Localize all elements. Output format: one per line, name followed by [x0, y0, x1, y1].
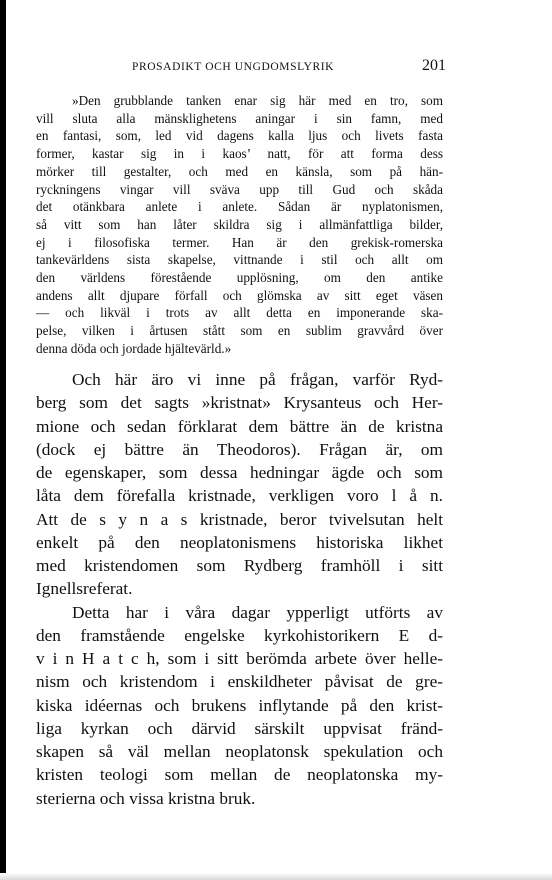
- scan-bottom-edge: [0, 873, 552, 880]
- body-line: den framstående engelske kyrkohistorikern E d-: [36, 625, 443, 645]
- quote-line: tankevärldens sista skapelse, vittnande i stil och allt om: [36, 252, 443, 268]
- body-text: [36, 368, 443, 810]
- body-line: med kristendomen som Rydberg framhöll i sitt: [36, 556, 443, 575]
- body-line: (dock ej bättre än Theodoros). Frågan är, om: [36, 439, 443, 459]
- body-line: nism och kristendom i enskildheter påvisat de gre-: [36, 672, 443, 692]
- body-line: Ignellsreferat.: [36, 579, 133, 599]
- quote-line: vill sluta alla mänsklighetens aningar i sin famn, med: [36, 110, 443, 126]
- quote-line: andens allt djupare förfall och glömska av sitt eget väsen: [36, 287, 443, 303]
- quote-line: former, kastar sig in i kaos’ natt, för att forma dess: [36, 146, 443, 162]
- body-line: kristen teologi som mellan de neoplatonska my-: [36, 765, 443, 785]
- quote-line: ej i filosofiska termer. Han är den grekisk-romerska: [36, 234, 443, 250]
- scan-left-edge: [0, 0, 6, 880]
- body-line: berg som det sagts »kristnat» Krysanteus och Her-: [36, 393, 443, 413]
- page-number: 201: [422, 57, 446, 74]
- body-line: de egenskaper, som dessa hedningar ägde och som: [36, 463, 443, 482]
- body-line: sterierna och vissa kristna bruk.: [36, 788, 256, 808]
- quote-line: så vitt som han låter skildra sig i allmänfattliga bilder,: [36, 216, 443, 232]
- quote-line: »Den grubblande tanken enar sig här med en tro, som: [72, 93, 443, 108]
- running-title: PROSADIKT OCH UNGDOMSLYRIK: [132, 61, 335, 73]
- quote-line: denna döda och jordade hjältevärld.»: [36, 340, 232, 356]
- body-line: Detta har i våra dagar ypperligt utförts av: [72, 602, 443, 622]
- page-header: [36, 57, 446, 79]
- body-line: skapen så väl mellan neoplatonsk spekulation och: [36, 742, 443, 761]
- quote-line: den världens förestående upplösning, om den antike: [36, 270, 443, 286]
- body-line: Och här äro vi inne på frågan, varför Ryd-: [72, 370, 443, 389]
- body-line: v i n H a t c h, som i sitt berömda arbete över helle-: [36, 649, 443, 668]
- body-line: enkelt på den neoplatonismens historiska likhet: [36, 532, 443, 552]
- quote-line: mörker till gestalter, och med en känsla, som på hän-: [36, 163, 443, 179]
- quote-line: pelse, vilken i årtusen stått som en sublim gravvård över: [36, 323, 443, 339]
- quote-line: ryckningens vingar vill sväva upp till Gud och skåda: [36, 181, 443, 197]
- body-line: mione och sedan förklarat dem bättre än de kristna: [36, 416, 443, 436]
- body-line: Att de s y n a s kristnade, beror tvivelsutan helt: [36, 509, 443, 529]
- quote-line: det otänkbara anlete i anlete. Sådan är nyplatonismen,: [36, 199, 443, 215]
- body-line: liga kyrkan och därvid särskilt uppvisat fränd-: [36, 718, 443, 738]
- quote-line: en fantasi, som, led vid dagens kalla ljus och livets fasta: [36, 128, 443, 144]
- body-line: kiska idéernas och brukens inflytande på den krist-: [36, 695, 443, 715]
- block-quote: [36, 92, 443, 358]
- body-line: låta dem förefalla kristnade, verkligen voro l å n.: [36, 486, 443, 506]
- quote-line: — och likväl i trots av allt detta en imponerande ska-: [36, 305, 443, 321]
